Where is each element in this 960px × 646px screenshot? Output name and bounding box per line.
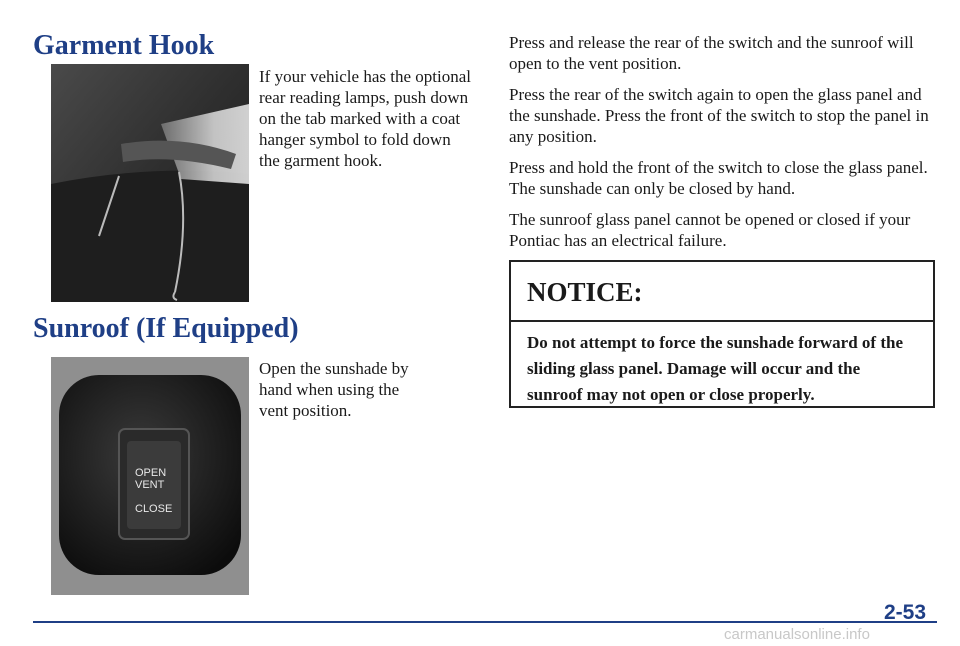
switch-vent-label: VENT xyxy=(135,479,165,491)
sunroof-heading: Sunroof (If Equipped) xyxy=(33,313,299,344)
paragraph-electrical: The sunroof glass panel cannot be opened or closed if your Pontiac has an electrical failure. xyxy=(509,210,911,250)
paragraph-open: Press the rear of the switch again to open the glass panel and the sunshade. Press the front of the switch to stop the panel in any position. xyxy=(509,85,929,146)
garment-hook-photo xyxy=(51,64,249,302)
footer-rule xyxy=(33,621,937,623)
notice-text: Do not attempt to force the sunshade forward of the sliding glass panel. Damage will occur and the sunroof may not open or close properly. xyxy=(527,333,904,404)
sunroof-switch-photo xyxy=(51,357,249,595)
notice-title: NOTICE: xyxy=(527,277,643,307)
garment-hook-heading: Garment Hook xyxy=(33,30,215,61)
notice-box xyxy=(509,260,935,408)
watermark: carmanualsonline.info xyxy=(724,626,870,643)
garment-hook-illustration xyxy=(51,64,249,302)
paragraph-close: Press and hold the front of the switch to close the glass panel. The sunshade can only be closed by hand. xyxy=(509,158,928,198)
switch-close-label: CLOSE xyxy=(135,503,173,515)
garment-hook-text: If your vehicle has the optional rear reading lamps, push down on the tab marked with a coat hanger symbol to fold down the garment hook. xyxy=(259,67,471,170)
right-column-text xyxy=(509,32,937,261)
paragraph-vent: Press and release the rear of the switch and the sunroof will open to the vent position. xyxy=(509,33,914,73)
page-number: 2-53 xyxy=(884,601,927,624)
sunroof-text: Open the sunshade by hand when using the vent position. xyxy=(259,359,409,420)
switch-open-label: OPEN xyxy=(135,467,167,479)
